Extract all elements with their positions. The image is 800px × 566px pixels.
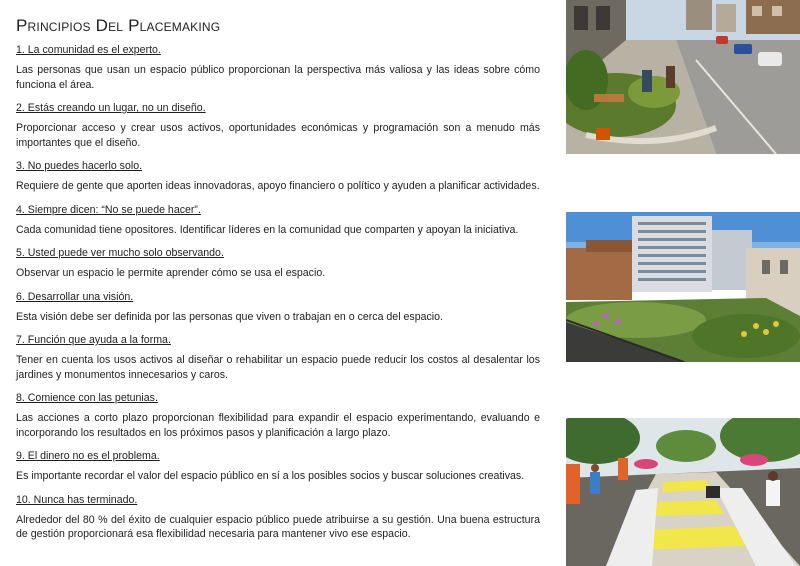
principle-body: Requiere de gente que aporten ideas innovadoras, apoyo financiero o político y ayuden a planificar actividades. <box>16 180 540 192</box>
principle-heading: 9. El dinero no es el problema. <box>16 450 160 462</box>
principle-heading: 2. Estás creando un lugar, no un diseño. <box>16 102 206 114</box>
principle-body: Cada comunidad tiene opositores. Identificar líderes en la comunidad que comparten y apoyan la iniciativa. <box>16 223 519 236</box>
principle-4 <box>16 204 540 238</box>
principle-5 <box>16 247 540 281</box>
principle-body: Alrededor del 80 % del éxito de cualquier espacio público puede atribuirse a su gestión. Una buena estructura de gestión proporcionará esa flexibilidad necesaria para mantener vivo ese espacio. <box>16 513 540 540</box>
principle-2 <box>16 102 540 150</box>
principle-heading: 6. Desarrollar una visión. <box>16 290 134 303</box>
principle-6 <box>16 291 540 325</box>
street-parklet-photo <box>566 0 800 154</box>
principle-heading: 10. Nunca has terminado. <box>16 493 138 506</box>
principle-heading: 7. Función que ayuda a la forma. <box>16 334 171 346</box>
principle-body: Las acciones a corto plazo proporcionan flexibilidad para expandir el espacio experimentando, evaluando e incorporando los resultados en los próximos pasos y planificación a largo plazo. <box>16 412 540 439</box>
principle-body: Observar un espacio le permite aprender cómo se usa el espacio. <box>16 267 326 279</box>
principle-10 <box>16 494 540 542</box>
principle-9 <box>16 450 540 484</box>
principle-heading: 8. Comience con las petunias. <box>16 392 158 404</box>
principle-heading: 3. No puedes hacerlo solo. <box>16 160 143 172</box>
principle-body: Proporcionar acceso y crear usos activos, oportunidades económicas y programación son a menudo más importantes que el diseño. <box>16 122 540 149</box>
principle-3 <box>16 160 540 194</box>
principle-7 <box>16 334 540 382</box>
painted-crosswalk-photo <box>566 418 800 566</box>
principle-heading: 1. La comunidad es el experto. <box>16 44 161 56</box>
principle-heading: 5. Usted puede ver mucho solo observando. <box>16 247 224 259</box>
principle-body: Las personas que usan un espacio público proporcionan la perspectiva más valiosa y las ideas sobre cómo funciona el área. <box>16 64 540 91</box>
principle-1 <box>16 44 540 92</box>
principle-heading: 4. Siempre dicen: “No se puede hacer”. <box>16 203 201 216</box>
principle-body: Esta visión debe ser definida por las personas que viven o trabajan en o cerca del espacio. <box>16 310 443 323</box>
page-title: Principios Del Placemaking <box>16 16 221 35</box>
principle-8 <box>16 392 540 440</box>
principles-list <box>16 44 540 552</box>
elevated-park-photo <box>566 212 800 362</box>
principle-body: Es importante recordar el valor del espacio público en sí a los posibles socios y buscar soluciones creativas. <box>16 470 525 482</box>
principle-body: Tener en cuenta los usos activos al diseñar o rehabilitar un espacio puede reducir los costos al desalentar los jardines y monumentos innecesarios y caros. <box>16 354 540 381</box>
